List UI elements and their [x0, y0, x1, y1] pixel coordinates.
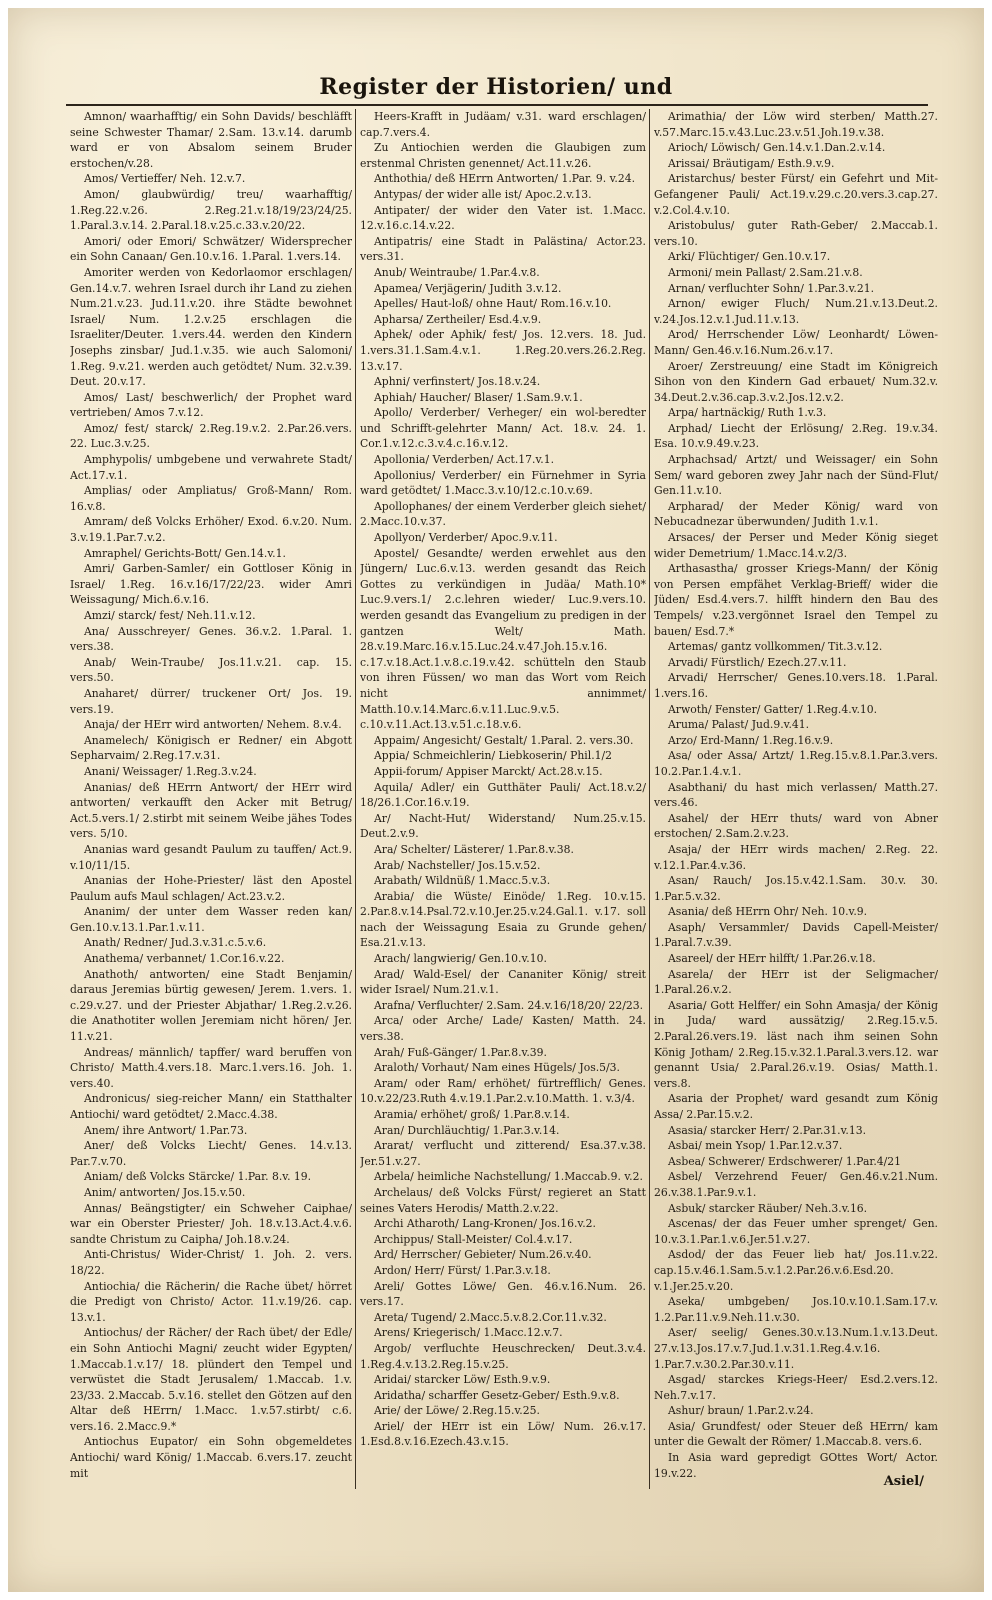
- register-entry: Appia/ Schmeichlerin/ Liebkoserin/ Phil.1/2: [374, 749, 613, 763]
- register-entry: Arimathia/ der Löw wird sterben/ Matth.27. v.57.Marc.15.v.43.Luc.23.v.51.Joh.19.v.38.: [654, 110, 938, 139]
- register-entry: Anthothia/ deß HErrn Antworten/ 1.Par. 9. v.24.: [374, 172, 636, 186]
- register-entry: Amoz/ fest/ starck/ 2.Reg.19.v.2. 2.Par.26.vers. 22. Luc.3.v.25.: [70, 421, 352, 451]
- register-entry: Anim/ antworten/ Jos.15.v.50.: [84, 1185, 246, 1199]
- register-entry: Aquila/ Adler/ ein Gutthäter Pauli/ Act.18.v.2/ 18/26.1.Cor.16.v.19.: [360, 780, 646, 810]
- register-entry: Arabath/ Wildnüß/ 1.Macc.5.v.3.: [374, 874, 551, 888]
- register-entry: Antipater/ der wider den Vater ist. 1.Macc. 12.v.16.c.14.v.22.: [360, 203, 646, 233]
- register-entry: Arad/ Wald-Esel/ der Cananiter König/ streit wider Israel/ Num.21.v.1.: [360, 967, 646, 997]
- register-entry: Aser/ seelig/ Genes.30.v.13.Num.1.v.13.Deut. 27.v.13.Jos.17.v.7.Jud.1.v.31.1.Reg.4.v.16. 1.Par.7.v.30.2.Par.30.v.11.: [654, 1326, 938, 1371]
- register-entry: Aridatha/ scharffer Gesetz-Geber/ Esth.9.v.8.: [374, 1388, 620, 1402]
- register-entry: Arzo/ Erd-Mann/ 1.Reg.16.v.9.: [668, 733, 834, 747]
- register-entry: Arphachsad/ Artzt/ und Weissager/ ein Sohn Sem/ ward geboren zwey Jahr nach der Sünd-Flut/ Gen.11.v.10.: [654, 453, 938, 498]
- register-entry: Amoriter werden von Kedorlaomor erschlagen/ Gen.14.v.7. wehren Israel durch ihr Land zu ziehen Num.21.v.23. Jud.11.v.20. ihre Städte bewohnet Israel/ Num. 1.2.v.25 erschlagen die Israeliter/Deuter. 1.vers.44. werden den Kindern Josephs zinsbar/ Jud.1.v.35. wie auch Salomoni/ 1.Reg. 9.v.21. werden auch getödtet/ Num. 32.v.39. Deut. 20.v.17.: [70, 265, 352, 389]
- register-entry: Aristobulus/ guter Rath-Geber/ 2.Maccab.1. vers.10.: [654, 219, 938, 248]
- register-entry: Arnan/ verfluchter Sohn/ 1.Par.3.v.21.: [668, 281, 875, 295]
- register-entry: In Asia ward gepredigt GOttes Wort/ Actor. 19.v.22.: [654, 1451, 938, 1480]
- register-entry: Arphad/ Liecht der Erlösung/ 2.Reg. 19.v.34. Esa. 10.v.9.49.v.23.: [654, 421, 938, 451]
- register-entry: Ararat/ verflucht und zitterend/ Esa.37.v.38. Jer.51.v.27.: [360, 1139, 646, 1168]
- register-entry: Amos/ Vertieffer/ Neh. 12.v.7.: [84, 172, 246, 186]
- page: [8, 8, 984, 1592]
- register-entry: Asareel/ der HErr hilfft/ 1.Par.26.v.18.: [668, 952, 876, 966]
- running-header: Register der Historien/ und: [319, 74, 673, 100]
- register-entry: Andronicus/ sieg-reicher Mann/ ein Statthalter Antiochi/ ward getödtet/ 2.Macc.4.38.: [70, 1092, 352, 1121]
- register-entry: Aroer/ Zerstreuung/ eine Stadt im Königreich Sihon von den Kindern Gad erbauet/ Num.32.v. 34.Deut.2.v.36.cap.3.v.2.Jos.12.v.2.: [654, 359, 938, 404]
- register-entry: Arah/ Fuß-Gänger/ 1.Par.8.v.39.: [374, 1045, 547, 1059]
- register-entry: Aristarchus/ bester Fürst/ ein Gefehrt und Mit-Gefangener Pauli/ Act.19.v.29.c.20.vers.3.cap.27. v.2.Col.4.v.10.: [654, 172, 938, 217]
- register-entry: Aphek/ oder Aphik/ fest/ Jos. 12.vers. 18. Jud. 1.vers.31.1.Sam.4.v.1. 1.Reg.20.vers.26.2.Reg. 13.v.17.: [360, 328, 646, 373]
- register-entry: Antiochus/ der Rächer/ der Rach übet/ der Edle/ ein Sohn Antiochi Magni/ zeucht wider Egypten/ 1.Maccab.1.v.17/ 18. plündert den Tempel und verwüstet die Stadt Jerusalem/ 1.Maccab. 1.v. 23/33. 2.Maccab. 5.v.16. stellet den Götzen auf den Altar deß HErrn/ 1.Macc. 1.v.57.stirbt/ c.6. vers.16. 2.Macc.9.*: [70, 1326, 352, 1433]
- register-entry: Asbai/ mein Ysop/ 1.Par.12.v.37.: [668, 1139, 843, 1153]
- register-entry: Amram/ deß Volcks Erhöher/ Exod. 6.v.20. Num. 3.v.19.1.Par.7.v.2.: [70, 515, 352, 545]
- register-entry: Anathoth/ antworten/ eine Stadt Benjamin/ daraus Jeremias bürtig gewesen/ Jerem. 1.vers. 1. c.29.v.27. und der Priester Abjathar/ 1.Reg.2.v.26. die Anathotiter wollen Jeremiam nicht hören/ Jer. 11.v.21.: [70, 967, 352, 1044]
- register-entry: Arioch/ Löwisch/ Gen.14.v.1.Dan.2.v.14.: [668, 141, 886, 155]
- register-entry: Apollyon/ Verderber/ Apoc.9.v.11.: [374, 531, 558, 545]
- register-entry: Aniam/ deß Volcks Stärcke/ 1.Par. 8.v. 19.: [84, 1170, 312, 1184]
- register-entry: Asabthani/ du hast mich verlassen/ Matth.27. vers.46.: [654, 780, 938, 810]
- register-entry: Zu Antiochien werden die Glaubigen zum erstenmal Christen genennet/ Act.11.v.26.: [360, 141, 646, 170]
- register-entry: Apharsa/ Zertheiler/ Esd.4.v.9.: [374, 312, 542, 326]
- header-rule: [66, 104, 928, 106]
- register-entry: Heers-Krafft in Judäam/ v.31. ward erschlagen/ cap.7.vers.4.: [360, 110, 646, 139]
- register-entry: Anaja/ der HErr wird antworten/ Nehem. 8.v.4.: [84, 718, 342, 732]
- register-entry: Arab/ Nachsteller/ Jos.15.v.52.: [374, 858, 541, 872]
- register-entry: Antypas/ der wider alle ist/ Apoc.2.v.13.: [374, 187, 592, 201]
- register-entry: Asasia/ starcker Herr/ 2.Par.31.v.13.: [668, 1123, 867, 1137]
- register-entry: Apollonius/ Verderber/ ein Fürnehmer in Syria ward getödtet/ 1.Macc.3.v.10/12.c.10.v.69.: [360, 468, 646, 498]
- register-entry: Arvadi/ Herrscher/ Genes.10.vers.18. 1.Paral. 1.vers.16.: [654, 671, 938, 700]
- register-entry: Aphiah/ Haucher/ Blaser/ 1.Sam.9.v.1.: [374, 390, 583, 404]
- register-entry: Aseka/ umbgeben/ Jos.10.v.10.1.Sam.17.v. 1.2.Par.11.v.9.Neh.11.v.30.: [654, 1295, 938, 1324]
- register-entry: Arki/ Flüchtiger/ Gen.10.v.17.: [668, 250, 831, 264]
- register-entry: Anamelech/ Königisch er Redner/ ein Abgott Sepharvaim/ 2.Reg.17.v.31.: [70, 733, 352, 763]
- register-entry: Aram/ oder Ram/ erhöhet/ fürtrefflich/ Genes. 10.v.22/23.Ruth 4.v.19.1.Par.2.v.10.Matth. 1. v.3/4.: [360, 1076, 646, 1106]
- register-entry: Amri/ Garben-Samler/ ein Gottloser König in Israel/ 1.Reg. 16.v.16/17/22/23. wider Amri Weissagung/ Mich.6.v.16.: [70, 562, 352, 607]
- register-entry: Asbea/ Schwerer/ Erdschwerer/ 1.Par.4/21: [668, 1154, 902, 1168]
- register-entry: Ard/ Herrscher/ Gebieter/ Num.26.v.40.: [374, 1248, 592, 1262]
- register-entry: Arbela/ heimliche Nachstellung/ 1.Maccab.9. v.2.: [374, 1170, 643, 1184]
- register-entry: Asgad/ starckes Kriegs-Heer/ Esd.2.vers.12. Neh.7.v.17.: [654, 1373, 938, 1402]
- register-entry: Asa/ oder Assa/ Artzt/ 1.Reg.15.v.8.1.Par.3.vers. 10.2.Par.1.4.v.1.: [654, 749, 938, 778]
- register-entry: Arpharad/ der Meder König/ ward von Nebucadnezar überwunden/ Judith 1.v.1.: [654, 499, 938, 529]
- register-entry: Anab/ Wein-Traube/ Jos.11.v.21. cap. 15. vers.50.: [70, 655, 352, 685]
- register-entry: Ascenas/ der das Feuer umher sprenget/ Gen. 10.v.3.1.Par.1.v.6.Jer.51.v.27.: [654, 1217, 938, 1246]
- register-entry: Ashur/ braun/ 1.Par.2.v.24.: [668, 1404, 814, 1418]
- column-divider: [649, 109, 650, 1489]
- register-entry: Asahel/ der HErr thuts/ ward von Abner erstochen/ 2.Sam.2.v.23.: [654, 811, 938, 841]
- register-entry: Appii-forum/ Appiser Marckt/ Act.28.v.15.: [374, 764, 603, 778]
- register-entry: Arpa/ hartnäckig/ Ruth 1.v.3.: [668, 406, 827, 420]
- register-entry: Ana/ Ausschreyer/ Genes. 36.v.2. 1.Paral. 1. vers.38.: [70, 624, 352, 654]
- register-entry: Aran/ Durchläuchtig/ 1.Par.3.v.14.: [374, 1123, 560, 1137]
- register-entry: Apollophanes/ der einem Verderber gleich siehet/ 2.Macc.10.v.37.: [360, 499, 646, 529]
- register-entry: Archippus/ Stall-Meister/ Col.4.v.17.: [374, 1232, 573, 1246]
- register-entry: Arens/ Kriegerisch/ 1.Macc.12.v.7.: [374, 1326, 563, 1340]
- register-entry: Asdod/ der das Feuer lieb hat/ Jos.11.v.22. cap.15.v.46.1.Sam.5.v.1.2.Par.26.v.6.Esd.20. v.1.Jer.25.v.20.: [654, 1248, 938, 1293]
- register-entry: Apostel/ Gesandte/ werden erwehlet aus den Jüngern/ Luc.6.v.13. werden gesandt das Reich Gottes zu verkündigen in Judäa/ Math.10* Luc.9.vers.1/ 2.c.lehren wieder/ Luc.9.vers.10. werden gesandt das Evangelium zu predigen in der gantzen Welt/ Math. 28.v.19.Marc.16.v.15.Luc.24.v.47.Joh.15.v.16. c.17.v.18.Act.1.v.8.c.19.v.42. schütteln den Staub von ihren Füssen/ wo man das Wort vom Reich nicht annimmet/ Matth.10.v.14.Marc.6.v.11.Luc.9.v.5. c.10.v.11.Act.13.v.51.c.18.v.6.: [360, 546, 646, 732]
- register-entry: Areta/ Tugend/ 2.Macc.5.v.8.2.Cor.11.v.32.: [374, 1310, 607, 1324]
- register-entry: Arod/ Herrschender Löw/ Leonhardt/ Löwen-Mann/ Gen.46.v.16.Num.26.v.17.: [654, 328, 938, 357]
- register-entry: Amphypolis/ umbgebene und verwahrete Stadt/ Act.17.v.1.: [70, 453, 352, 482]
- register-entry: Amplias/ oder Ampliatus/ Groß-Mann/ Rom. 16.v.8.: [70, 484, 352, 513]
- register-entry: Arach/ langwierig/ Gen.10.v.10.: [374, 952, 547, 966]
- register-entry: Amos/ Last/ beschwerlich/ der Prophet ward vertrieben/ Amos 7.v.12.: [70, 390, 352, 420]
- register-entry: Asaph/ Versammler/ Davids Capell-Meister/ 1.Paral.7.v.39.: [654, 920, 938, 950]
- register-entry: Amzi/ starck/ fest/ Neh.11.v.12.: [84, 609, 256, 622]
- register-entry: Annas/ Beängstigter/ ein Schweher Caiphae/ war ein Oberster Priester/ Joh. 18.v.13.Act.4.v.6. sandte Christum zu Caipha/ Joh.18.v.24.: [70, 1201, 352, 1246]
- register-entry: Aphni/ verfinstert/ Jos.18.v.24.: [374, 375, 541, 389]
- register-entry: Argob/ verfluchte Heuschrecken/ Deut.3.v.4. 1.Reg.4.v.13.2.Reg.15.v.25.: [360, 1341, 646, 1371]
- register-entry: Arwoth/ Fenster/ Gatter/ 1.Reg.4.v.10.: [668, 702, 878, 716]
- register-entry: Ananias der Hohe-Priester/ läst den Apostel Paulum aufs Maul schlagen/ Act.23.v.2.: [70, 874, 352, 903]
- register-entry: Anaharet/ dürrer/ truckener Ort/ Jos. 19. vers.19.: [70, 686, 352, 716]
- register-entry: Ar/ Nacht-Hut/ Widerstand/ Num.25.v.15. Deut.2.v.9.: [360, 811, 646, 841]
- column-right: [654, 109, 938, 1495]
- register-entry: Anani/ Weissager/ 1.Reg.3.v.24.: [84, 764, 257, 778]
- register-entry: Archi Atharoth/ Lang-Kronen/ Jos.16.v.2.: [374, 1217, 596, 1231]
- register-entry: Anem/ ihre Antwort/ 1.Par.73.: [84, 1123, 248, 1137]
- register-entry: Asania/ deß HErrn Ohr/ Neh. 10.v.9.: [668, 905, 868, 919]
- register-entry: Appaim/ Angesicht/ Gestalt/ 1.Paral. 2. vers.30.: [374, 733, 634, 747]
- register-entry: Anathema/ verbannet/ 1.Cor.16.v.22.: [84, 952, 285, 966]
- register-entry: Anti-Christus/ Wider-Christ/ 1. Joh. 2. vers. 18/22.: [70, 1248, 352, 1277]
- register-entry: Arca/ oder Arche/ Lade/ Kasten/ Matth. 24. vers.38.: [360, 1014, 646, 1044]
- register-entry: Arsaces/ der Perser und Meder König sieget wider Demetrium/ 1.Macc.14.v.2/3.: [654, 531, 938, 560]
- register-entry: Areli/ Gottes Löwe/ Gen. 46.v.16.Num. 26. vers.17.: [360, 1279, 646, 1309]
- register-entry: Amori/ oder Emori/ Schwätzer/ Widersprecher ein Sohn Canaan/ Gen.10.v.16. 1.Paral. 1.vers.14.: [70, 234, 352, 264]
- column-middle: [360, 109, 646, 1495]
- register-entry: Arvadi/ Fürstlich/ Ezech.27.v.11.: [668, 655, 847, 669]
- register-entry: Aramia/ erhöhet/ groß/ 1.Par.8.v.14.: [374, 1108, 570, 1121]
- column-divider: [355, 109, 356, 1489]
- register-entry: Arissai/ Bräutigam/ Esth.9.v.9.: [668, 156, 835, 170]
- register-entry: Aruma/ Palast/ Jud.9.v.41.: [668, 718, 810, 732]
- register-entry: Amon/ glaubwürdig/ treu/ waarhafftig/ 1.Reg.22.v.26. 2.Reg.21.v.18/19/23/24/25. 1.Paral.3.v.14. 2.Paral.18.v.25.c.33.v.20/22.: [70, 187, 352, 233]
- register-entry: Asarela/ der HErr ist der Seligmacher/ 1.Paral.26.v.2.: [654, 967, 938, 997]
- register-entry: Andreas/ männlich/ tapffer/ ward beruffen von Christo/ Matth.4.vers.18. Marc.1.vers.16. Joh. 1. vers.40.: [70, 1045, 352, 1090]
- register-entry: Aridai/ starcker Löw/ Esth.9.v.9.: [374, 1373, 551, 1387]
- register-entry: Anath/ Redner/ Jud.3.v.31.c.5.v.6.: [84, 936, 267, 950]
- register-entry: Archelaus/ deß Volcks Fürst/ regieret an Statt seines Vaters Herodis/ Matth.2.v.22.: [360, 1185, 646, 1215]
- register-entry: Ardon/ Herr/ Fürst/ 1.Par.3.v.18.: [374, 1263, 551, 1277]
- register-entry: Asbuk/ starcker Räuber/ Neh.3.v.16.: [668, 1201, 868, 1215]
- register-entry: Ananias/ deß HErrn Antwort/ der HErr wird antworten/ verkaufft den Acker mit Betrug/ Act.5.vers.1/ 2.stirbt mit seinem Weibe jähes Todes vers. 5/10.: [70, 780, 352, 841]
- register-entry: Arabia/ die Wüste/ Einöde/ 1.Reg. 10.v.15. 2.Par.8.v.14.Psal.72.v.10.Jer.25.v.24.Gal.1. v.17. soll nach der Weissagung Esaia zu Grunde gehen/ Esa.21.v.13.: [360, 889, 646, 950]
- column-left: [70, 109, 352, 1495]
- register-entry: Anub/ Weintraube/ 1.Par.4.v.8.: [374, 265, 540, 279]
- register-entry: Apollo/ Verderber/ Verheger/ ein wol-beredter und Schrifft-gelehrter Mann/ Act. 18.v. 24. 1. Cor.1.v.12.c.3.v.4.c.16.v.12.: [360, 406, 646, 451]
- register-entry: Apamea/ Verjägerin/ Judith 3.v.12.: [374, 281, 562, 295]
- register-entry: Asaja/ der HErr wirds machen/ 2.Reg. 22. v.12.1.Par.4.v.36.: [654, 842, 938, 872]
- register-entry: Antiochus Eupator/ ein Sohn obgemeldetes Antiochi/ ward König/ 1.Maccab. 6.vers.17. zeucht mit: [70, 1435, 352, 1480]
- register-entry: Araloth/ Vorhaut/ Nam eines Hügels/ Jos.5/3.: [374, 1061, 620, 1075]
- register-entry: Antipatris/ eine Stadt in Palästina/ Actor.23. vers.31.: [360, 234, 646, 264]
- register-entry: Armoni/ mein Pallast/ 2.Sam.21.v.8.: [668, 265, 863, 279]
- register-entry: Arthasastha/ grosser Kriegs-Mann/ der König von Persen empfähet Verklag-Brieff/ wider die Jüden/ Esd.4.vers.7. hilfft hindern den Bau des Tempels/ v.23.vergönnet Israel den Tempel zu bauen/ Esd.7.*: [654, 562, 938, 638]
- register-entry: Apelles/ Haut-loß/ ohne Haut/ Rom.16.v.10.: [374, 297, 612, 311]
- register-entry: Amnon/ waarhafftig/ ein Sohn Davids/ beschläfft seine Schwester Thamar/ 2.Sam. 13.v.14. darumb ward er von Absalom seinem Bruder erstochen/v.28.: [70, 110, 352, 170]
- register-entry: Ananias ward gesandt Paulum zu tauffen/ Act.9. v.10/11/15.: [70, 842, 352, 872]
- register-entry: Asaria/ Gott Helffer/ ein Sohn Amasja/ der König in Juda/ ward aussätzig/ 2.Reg.15.v.5. 2.Paral.26.vers.19. läst nach ihm seinen Sohn König Jotham/ 2.Reg.15.v.32.1.Paral.3.vers.12. war genannt Usia/ 2.Paral.26.v.19. Osias/ Matth.1. vers.8.: [654, 998, 938, 1090]
- catchword: Asiel/: [883, 1474, 924, 1489]
- register-entry: Asaria der Prophet/ ward gesandt zum König Assa/ 2.Par.15.v.2.: [654, 1092, 938, 1121]
- register-entry: Aner/ deß Volcks Liecht/ Genes. 14.v.13. Par.7.v.70.: [70, 1139, 352, 1168]
- register-entry: Apollonia/ Verderben/ Act.17.v.1.: [374, 453, 555, 467]
- register-entry: Arnon/ ewiger Fluch/ Num.21.v.13.Deut.2. v.24.Jos.12.v.1.Jud.11.v.13.: [654, 297, 938, 326]
- register-entry: Antiochia/ die Rächerin/ die Rache übet/ hörret die Predigt von Christo/ Actor. 11.v.19/26. cap. 13.v.1.: [70, 1279, 352, 1324]
- register-entry: Amraphel/ Gerichts-Bott/ Gen.14.v.1.: [84, 546, 286, 560]
- register-entry: Ananim/ der unter dem Wasser reden kan/ Gen.10.v.13.1.Par.1.v.11.: [70, 905, 352, 934]
- register-entry: Ariel/ der HErr ist ein Löw/ Num. 26.v.17. 1.Esd.8.v.16.Ezech.43.v.15.: [360, 1419, 646, 1449]
- register-entry: Arie/ der Löwe/ 2.Reg.15.v.25.: [374, 1404, 540, 1418]
- register-entry: Artemas/ gantz vollkommen/ Tit.3.v.12.: [668, 640, 883, 654]
- register-entry: Asia/ Grundfest/ oder Steuer deß HErrn/ kam unter die Gewalt der Römer/ 1.Maccab.8. vers.6.: [654, 1419, 938, 1449]
- register-entry: Ara/ Schelter/ Lästerer/ 1.Par.8.v.38.: [374, 842, 574, 856]
- register-entry: Asbel/ Verzehrend Feuer/ Gen.46.v.21.Num. 26.v.38.1.Par.9.v.1.: [654, 1170, 938, 1199]
- register-entry: Asan/ Rauch/ Jos.15.v.42.1.Sam. 30.v. 30. 1.Par.5.v.32.: [654, 874, 938, 903]
- register-entry: Arafna/ Verfluchter/ 2.Sam. 24.v.16/18/20/ 22/23.: [374, 998, 644, 1012]
